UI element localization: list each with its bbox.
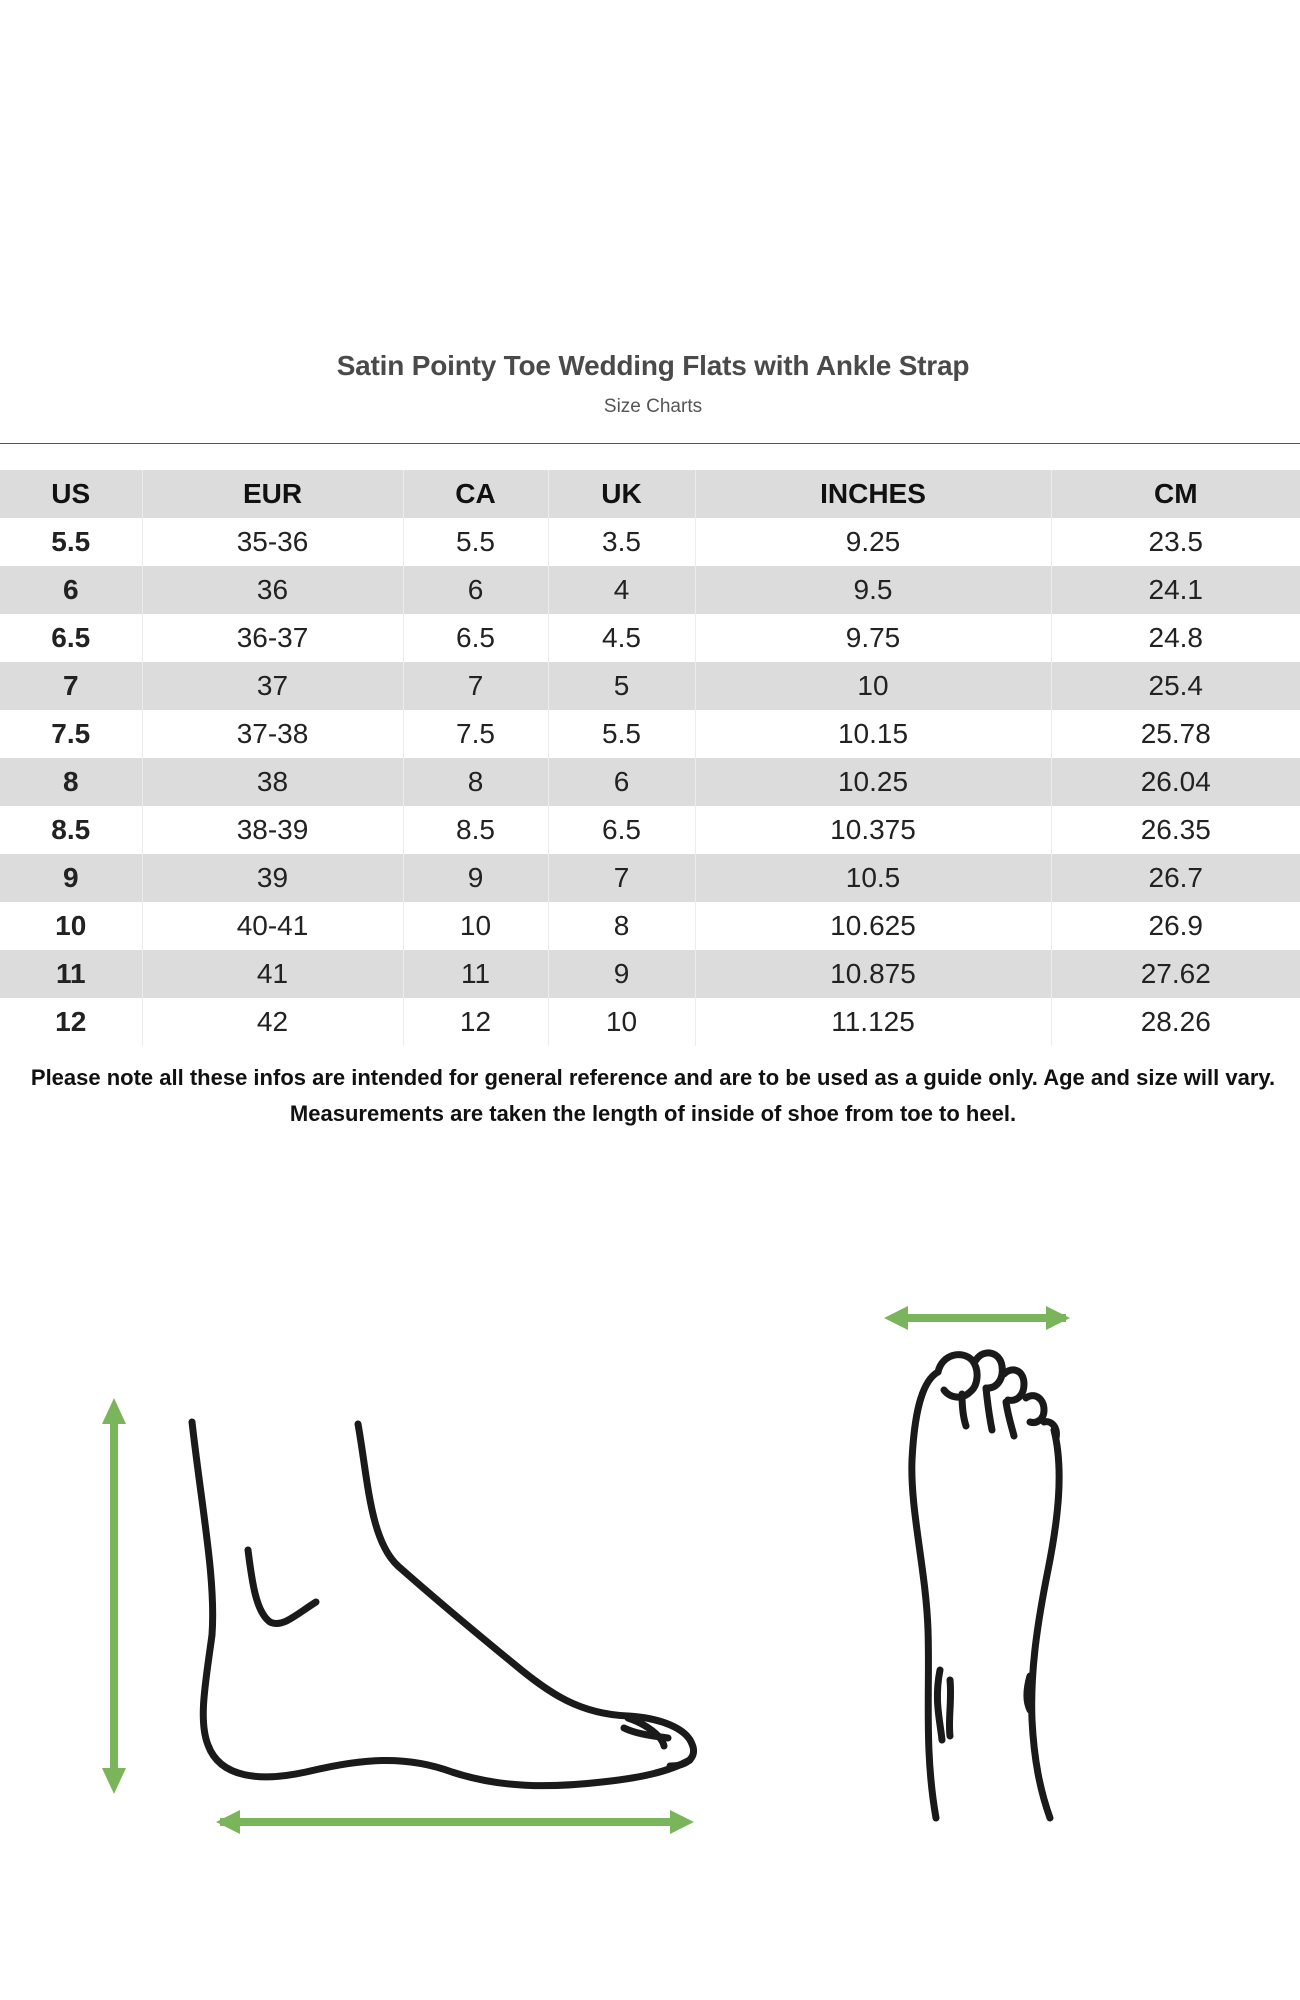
cell-cm: 25.4 [1051,662,1300,710]
table-row [0,806,1300,854]
cell-eur: 40-41 [142,902,403,950]
cell-cm: 24.8 [1051,614,1300,662]
cell-uk: 7 [548,854,695,902]
cell-inches: 9.75 [695,614,1051,662]
cell-cm: 26.9 [1051,902,1300,950]
cell-cm: 26.35 [1051,806,1300,854]
table-row [0,566,1300,614]
cell-eur: 36 [142,566,403,614]
cell-ca: 5.5 [403,518,548,566]
cell-ca: 7 [403,662,548,710]
cell-ca: 9 [403,854,548,902]
cell-us: 11 [0,950,142,998]
cell-eur: 37 [142,662,403,710]
vertical-measure-arrow [102,1398,126,1794]
cell-inches: 10.875 [695,950,1051,998]
width-measure-arrow [884,1306,1070,1330]
cell-us: 12 [0,998,142,1046]
cell-us: 9 [0,854,142,902]
table-row [0,998,1300,1046]
horizontal-measure-arrow [216,1810,694,1834]
page-subtitle: Size Charts [603,396,703,417]
cell-uk: 5 [548,662,695,710]
cell-uk: 4.5 [548,614,695,662]
size-chart-body [0,518,1300,1046]
cell-uk: 8 [548,902,695,950]
disclaimer-note [0,1060,1300,1132]
cell-cm: 28.26 [1051,998,1300,1046]
header-ca: CA [403,470,548,518]
cell-uk: 6.5 [548,806,695,854]
cell-eur: 42 [142,998,403,1046]
cell-ca: 11 [403,950,548,998]
table-row [0,662,1300,710]
cell-us: 6 [0,566,142,614]
cell-cm: 27.62 [1051,950,1300,998]
table-row [0,758,1300,806]
header-uk: UK [548,470,695,518]
cell-inches: 10 [695,662,1051,710]
disclaimer-line-1: Please note all these infos are intended for general reference and are to be used as a guide only. Age and size will vary. [30,1065,1276,1090]
cell-us: 8.5 [0,806,142,854]
cell-eur: 38 [142,758,403,806]
cell-inches: 10.5 [695,854,1051,902]
header-us: US [0,470,142,518]
foot-top-view-icon [880,1290,1100,1830]
table-row [0,854,1300,902]
cell-eur: 38-39 [142,806,403,854]
cell-ca: 8 [403,758,548,806]
cell-inches: 10.25 [695,758,1051,806]
page-title: Satin Pointy Toe Wedding Flats with Ankle Strap [336,350,970,381]
size-chart-table [0,470,1300,1046]
title-divider [0,443,1300,444]
cell-eur: 39 [142,854,403,902]
foot-side-view-icon [80,1390,720,1850]
cell-cm: 26.04 [1051,758,1300,806]
header-inches: INCHES [695,470,1051,518]
cell-inches: 9.25 [695,518,1051,566]
cell-ca: 6.5 [403,614,548,662]
cell-uk: 6 [548,758,695,806]
cell-ca: 8.5 [403,806,548,854]
cell-cm: 25.78 [1051,710,1300,758]
cell-ca: 10 [403,902,548,950]
cell-cm: 23.5 [1051,518,1300,566]
table-header-row [0,470,1300,518]
cell-ca: 6 [403,566,548,614]
cell-inches: 9.5 [695,566,1051,614]
cell-uk: 3.5 [548,518,695,566]
cell-uk: 4 [548,566,695,614]
cell-eur: 41 [142,950,403,998]
cell-eur: 37-38 [142,710,403,758]
table-row [0,518,1300,566]
cell-us: 10 [0,902,142,950]
cell-inches: 11.125 [695,998,1051,1046]
cell-ca: 12 [403,998,548,1046]
cell-eur: 35-36 [142,518,403,566]
cell-inches: 10.375 [695,806,1051,854]
cell-us: 7.5 [0,710,142,758]
cell-uk: 9 [548,950,695,998]
table-row [0,950,1300,998]
table-row [0,710,1300,758]
header-cm: CM [1051,470,1300,518]
table-row [0,902,1300,950]
cell-ca: 7.5 [403,710,548,758]
cell-eur: 36-37 [142,614,403,662]
cell-us: 8 [0,758,142,806]
cell-uk: 10 [548,998,695,1046]
cell-us: 6.5 [0,614,142,662]
disclaimer-line-2: Measurements are taken the length of inside of shoe from toe to heel. [289,1101,1017,1126]
header-eur: EUR [142,470,403,518]
cell-inches: 10.15 [695,710,1051,758]
cell-cm: 26.7 [1051,854,1300,902]
cell-us: 5.5 [0,518,142,566]
table-row [0,614,1300,662]
cell-cm: 24.1 [1051,566,1300,614]
cell-uk: 5.5 [548,710,695,758]
cell-us: 7 [0,662,142,710]
cell-inches: 10.625 [695,902,1051,950]
